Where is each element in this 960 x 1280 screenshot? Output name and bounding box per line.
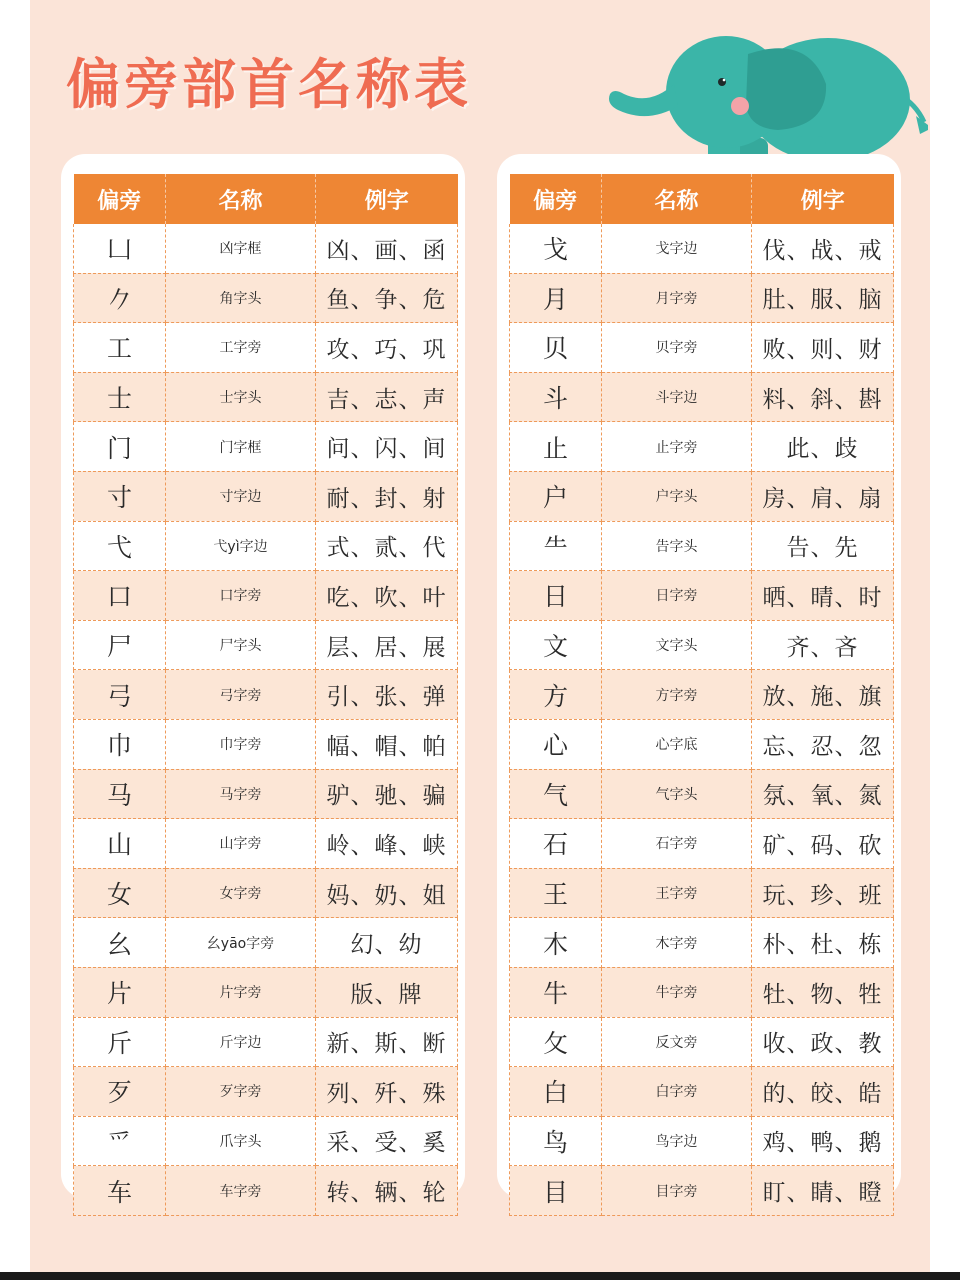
name-cell: 门字框 [166,422,316,472]
table-row [74,571,458,621]
radical-cell: 戈 [510,224,602,273]
left-table-panel [61,154,465,1207]
table-row [510,670,894,720]
radical-cell: 石 [510,819,602,869]
name-cell: 车字旁 [166,1166,316,1216]
table-row [74,1017,458,1067]
table-row [510,571,894,621]
examples-cell: 玩、珍、班 [752,868,894,918]
table-row [510,819,894,869]
examples-cell: 凶、画、函 [316,224,458,273]
radical-cell: 巾 [74,719,166,769]
radical-cell: 片 [74,967,166,1017]
table-row [74,224,458,273]
name-cell: 士字头 [166,372,316,422]
name-cell: 片字旁 [166,967,316,1017]
radical-cell: ⺧ [510,521,602,571]
header-radical: 偏旁 [74,174,166,224]
examples-cell: 朴、杜、栋 [752,918,894,968]
radical-cell: 文 [510,620,602,670]
examples-cell: 幻、幼 [316,918,458,968]
examples-cell: 吉、志、声 [316,372,458,422]
header-examples: 例字 [752,174,894,224]
name-cell: 斤字边 [166,1017,316,1067]
examples-cell: 吃、吹、叶 [316,571,458,621]
name-cell: 口字旁 [166,571,316,621]
examples-cell: 新、斯、断 [316,1017,458,1067]
radical-cell: 马 [74,769,166,819]
examples-cell: 问、闪、间 [316,422,458,472]
table-row [510,620,894,670]
name-cell: 月字旁 [602,273,752,323]
table-row [510,1116,894,1166]
examples-cell: 鸡、鸭、鹅 [752,1116,894,1166]
table-row [74,372,458,422]
name-cell: 尸字头 [166,620,316,670]
table-row [510,471,894,521]
name-cell: 鸟字边 [602,1116,752,1166]
name-cell: 方字旁 [602,670,752,720]
table-row [510,868,894,918]
radical-cell: 尸 [74,620,166,670]
radical-cell: 门 [74,422,166,472]
radical-cell: 𠂊 [74,273,166,323]
examples-cell: 矿、码、砍 [752,819,894,869]
examples-cell: 盯、睛、瞪 [752,1166,894,1216]
radical-cell: 方 [510,670,602,720]
examples-cell: 氛、氧、氮 [752,769,894,819]
radical-cell: 弋 [74,521,166,571]
table-row [510,719,894,769]
table-row [510,273,894,323]
table-row [74,273,458,323]
table-row [74,918,458,968]
examples-cell: 齐、吝 [752,620,894,670]
name-cell: 反文旁 [602,1017,752,1067]
radical-cell: 牛 [510,967,602,1017]
table-row [74,422,458,472]
table-row [74,967,458,1017]
examples-cell: 告、先 [752,521,894,571]
table-row [74,1166,458,1216]
examples-cell: 层、居、展 [316,620,458,670]
radical-cell: 寸 [74,471,166,521]
radical-cell: 工 [74,323,166,373]
examples-cell: 收、政、教 [752,1017,894,1067]
table-row [510,521,894,571]
header-examples: 例字 [316,174,458,224]
header-radical: 偏旁 [510,174,602,224]
name-cell: 女字旁 [166,868,316,918]
name-cell: 工字旁 [166,323,316,373]
examples-cell: 忘、忍、忽 [752,719,894,769]
name-cell: 户字头 [602,471,752,521]
examples-cell: 放、施、旗 [752,670,894,720]
table-row [74,819,458,869]
examples-cell: 岭、峰、峡 [316,819,458,869]
radical-cell: 鸟 [510,1116,602,1166]
table-row [510,224,894,273]
examples-cell: 伐、战、戒 [752,224,894,273]
name-cell: 爪字头 [166,1116,316,1166]
name-cell: 寸字边 [166,471,316,521]
name-cell: 文字头 [602,620,752,670]
table-row [74,521,458,571]
examples-cell: 列、歼、殊 [316,1067,458,1117]
name-cell: 马字旁 [166,769,316,819]
name-cell: 弓字旁 [166,670,316,720]
examples-cell: 鱼、争、危 [316,273,458,323]
radical-cell: 攵 [510,1017,602,1067]
table-row [74,1116,458,1166]
name-cell: 角字头 [166,273,316,323]
name-cell: 幺yāo字旁 [166,918,316,968]
table-row [74,323,458,373]
bottom-edge-bar [0,1272,960,1280]
right-radical-table [509,174,894,1216]
name-cell: 凶字框 [166,224,316,273]
radical-cell: 木 [510,918,602,968]
examples-cell: 式、贰、代 [316,521,458,571]
radical-cell: 贝 [510,323,602,373]
right-table-panel [497,154,901,1207]
examples-cell: 败、则、财 [752,323,894,373]
table-row [74,719,458,769]
table-row [510,422,894,472]
name-cell: 弋yì字边 [166,521,316,571]
radical-cell: 幺 [74,918,166,968]
name-cell: 斗字边 [602,372,752,422]
table-row [74,868,458,918]
examples-cell: 攻、巧、巩 [316,323,458,373]
table-row [510,323,894,373]
table-row [510,967,894,1017]
radical-cell: 户 [510,471,602,521]
table-row [74,769,458,819]
radical-cell: 爫 [74,1116,166,1166]
table-row [74,670,458,720]
name-cell: 牛字旁 [602,967,752,1017]
radical-cell: 歹 [74,1067,166,1117]
name-cell: 白字旁 [602,1067,752,1117]
name-cell: 贝字旁 [602,323,752,373]
examples-cell: 幅、帽、帕 [316,719,458,769]
header-name: 名称 [166,174,316,224]
examples-cell: 版、牌 [316,967,458,1017]
examples-cell: 驴、驰、骗 [316,769,458,819]
radical-cell: 斤 [74,1017,166,1067]
left-radical-table [73,174,458,1216]
name-cell: 心字底 [602,719,752,769]
table-row [510,1166,894,1216]
table-row [74,1067,458,1117]
table-row [74,471,458,521]
examples-cell: 引、张、弹 [316,670,458,720]
examples-cell: 采、受、奚 [316,1116,458,1166]
table-row [74,620,458,670]
name-cell: 日字旁 [602,571,752,621]
examples-cell: 料、斜、斟 [752,372,894,422]
examples-cell: 此、歧 [752,422,894,472]
table-row [510,1017,894,1067]
table-row [510,769,894,819]
radical-cell: 士 [74,372,166,422]
radical-cell: 车 [74,1166,166,1216]
examples-cell: 房、肩、扇 [752,471,894,521]
name-cell: 戈字边 [602,224,752,273]
table-row [510,1067,894,1117]
radical-cell: 口 [74,571,166,621]
radical-cell: 弓 [74,670,166,720]
poster [30,0,930,1272]
examples-cell: 牡、物、牲 [752,967,894,1017]
table-row [510,918,894,968]
examples-cell: 的、皎、皓 [752,1067,894,1117]
radical-cell: 白 [510,1067,602,1117]
radical-cell: 心 [510,719,602,769]
radical-cell: 止 [510,422,602,472]
name-cell: 目字旁 [602,1166,752,1216]
name-cell: 歹字旁 [166,1067,316,1117]
examples-cell: 肚、服、脑 [752,273,894,323]
name-cell: 山字旁 [166,819,316,869]
examples-cell: 妈、奶、姐 [316,868,458,918]
examples-cell: 晒、晴、时 [752,571,894,621]
name-cell: 木字旁 [602,918,752,968]
radical-cell: 气 [510,769,602,819]
radical-cell: 王 [510,868,602,918]
name-cell: 石字旁 [602,819,752,869]
radical-cell: 凵 [74,224,166,273]
table-row [510,372,894,422]
examples-cell: 转、辆、轮 [316,1166,458,1216]
radical-cell: 山 [74,819,166,869]
radical-cell: 斗 [510,372,602,422]
radical-cell: 女 [74,868,166,918]
header-name: 名称 [602,174,752,224]
name-cell: 气字头 [602,769,752,819]
examples-cell: 耐、封、射 [316,471,458,521]
radical-cell: 日 [510,571,602,621]
radical-cell: 目 [510,1166,602,1216]
name-cell: 巾字旁 [166,719,316,769]
name-cell: 告字头 [602,521,752,571]
radical-cell: 月 [510,273,602,323]
page-title: 偏旁部首名称表 [66,52,472,116]
name-cell: 止字旁 [602,422,752,472]
name-cell: 王字旁 [602,868,752,918]
